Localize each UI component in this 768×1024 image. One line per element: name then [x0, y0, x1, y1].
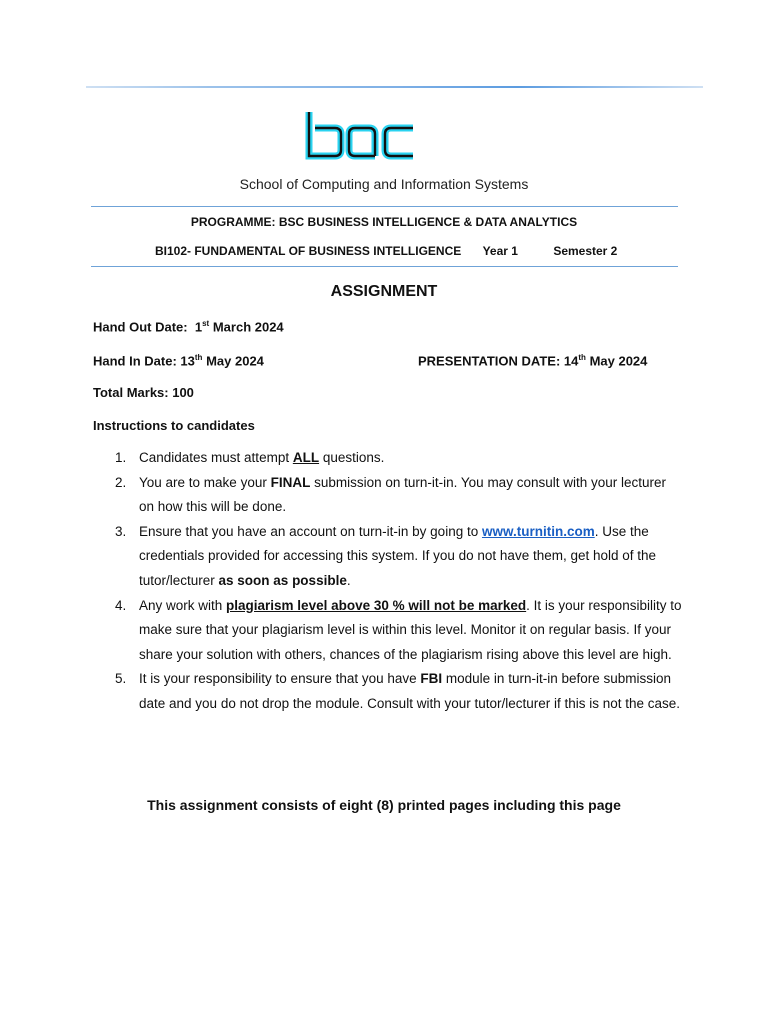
- instructions-list: [93, 446, 683, 717]
- instruction-item: 3. Ensure that you have an account on turn-it-in by going to www.turnitin.com. Use the credentials provided for accessing this system. If you do not have them, get hold of the tutor/lecturer as soon as possible.: [115, 523, 657, 588]
- school-name: School of Computing and Information Systems: [239, 176, 529, 192]
- hand-out-date: Hand Out Date: 1st March 2024: [93, 319, 284, 335]
- course-year: Year 1: [482, 244, 518, 258]
- instruction-item: 2. You are to make your FINAL submission on turn-it-in. You may consult with your lecturer on how this will be done.: [115, 474, 667, 515]
- page-count-note: This assignment consists of eight (8) printed pages including this page: [147, 797, 621, 813]
- instructions-heading: Instructions to candidates: [93, 418, 255, 433]
- presentation-date: PRESENTATION DATE: 14th May 2024: [418, 353, 648, 369]
- hand-in-date: Hand In Date: 13th May 2024: [93, 353, 264, 369]
- total-marks: Total Marks: 100: [93, 385, 194, 400]
- instruction-item: 4. Any work with plagiarism level above 30 % will not be marked. It is your responsibility to make sure that your plagiarism level is within this level. Monitor it on regular basis. If your share your solution with others, chances of the plagiarism rising above this level are high.: [115, 597, 682, 662]
- instruction-item: 1. Candidates must attempt ALL questions.: [115, 450, 385, 465]
- header-rule-bottom: [91, 266, 678, 267]
- bac-logo: [301, 108, 417, 164]
- header-rule-top: [91, 206, 678, 207]
- course-code: BI102- FUNDAMENTAL OF BUSINESS INTELLIGENCE: [155, 244, 462, 258]
- instruction-item: 5. It is your responsibility to ensure that you have FBI module in turn-it-in before submission date and you do not drop the module. Consult with your tutor/lecturer if this is not the case.: [115, 671, 681, 711]
- course-line: [155, 244, 617, 258]
- turnitin-link[interactable]: www.turnitin.com: [481, 523, 595, 539]
- course-semester: Semester 2: [553, 244, 618, 258]
- top-divider: [86, 86, 703, 88]
- assignment-title: ASSIGNMENT: [330, 283, 438, 300]
- programme-title: PROGRAMME: BSC BUSINESS INTELLIGENCE & DATA ANALYTICS: [190, 215, 578, 229]
